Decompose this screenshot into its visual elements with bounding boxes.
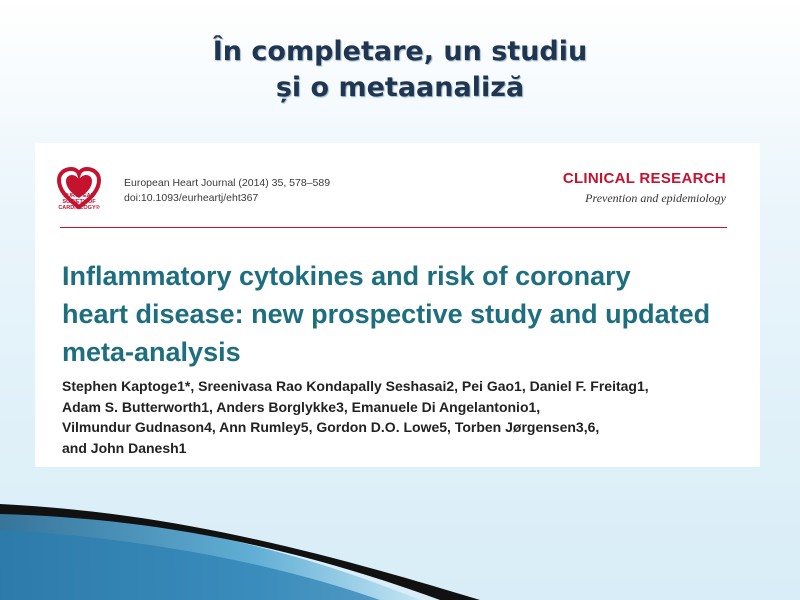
author-list: [62, 376, 752, 458]
slide-title-line-2: și o metaanaliză: [275, 72, 525, 103]
author-line: Stephen Kaptoge1*, Sreenivasa Rao Kondapally Seshasai2, Pei Gao1, Daniel F. Freitag1,: [62, 378, 649, 394]
section-subtitle: Prevention and epidemiology: [585, 191, 726, 205]
author-line: and John Danesh1: [62, 439, 187, 456]
article-title-line: heart disease: new prospective study and updated: [62, 299, 711, 329]
journal-reference: [124, 176, 330, 206]
article-header-image: [35, 143, 760, 467]
esc-logo-text: [49, 193, 109, 211]
decorative-swoosh: [0, 490, 800, 600]
slide-title-line-1: În completare, un studiu: [212, 36, 588, 67]
article-title-line: Inflammatory cytokines and risk of coronary: [62, 261, 631, 291]
article-title: [62, 257, 752, 371]
author-line: Adam S. Butterworth1, Anders Borglykke3, Emanuele Di Angelantonio1,: [62, 398, 541, 415]
author-line: Vilmundur Gudnason4, Ann Rumley5, Gordon D.O. Lowe5, Torben Jørgensen3,6,: [62, 419, 600, 435]
logo-text-line: SOCIETY OF: [62, 199, 96, 205]
journal-citation: European Heart Journal (2014) 35, 578–589: [124, 177, 331, 189]
logo-text-line: EUROPEAN: [63, 193, 95, 199]
logo-text-line: CARDIOLOGY®: [58, 205, 100, 211]
header-divider: [60, 227, 727, 228]
slide-title: [0, 34, 800, 106]
journal-doi: doi:10.1093/eurheartj/eht367: [124, 192, 259, 204]
section-title: CLINICAL RESEARCH: [562, 170, 726, 187]
article-title-line: meta-analysis: [62, 337, 241, 367]
section-heading: [563, 170, 726, 206]
